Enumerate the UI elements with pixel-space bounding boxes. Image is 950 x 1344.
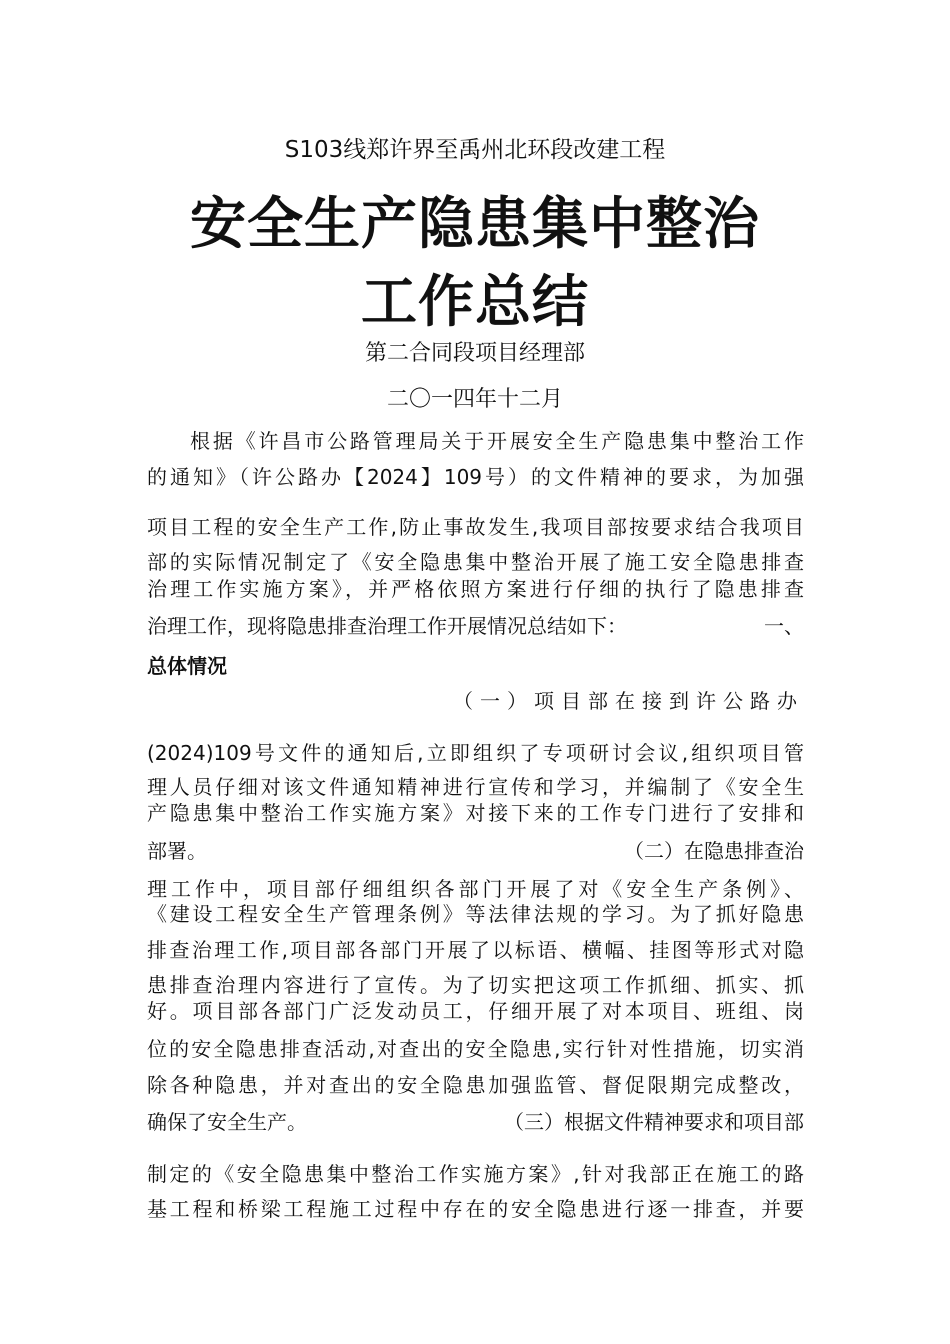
body-line: 根据《许昌市公路管理局关于开展安全生产隐患集中整治工作: [190, 429, 804, 453]
body-line: 除各种隐患，并对查出的安全隐患加强监管、督促限期完成整改，: [147, 1073, 804, 1097]
body-line: (2024)109号文件的通知后,立即组织了专项研讨会议,组织项目管: [147, 741, 804, 765]
section-number: 一、: [764, 614, 804, 638]
body-line: 的通知》（许公路办【2024】109号）的文件精神的要求，为加强: [147, 465, 804, 489]
document-date: 二〇一四年十二月: [386, 387, 563, 412]
body-line: 位的安全隐患排查活动,对查出的安全隐患,实行针对性措施，切实消: [147, 1037, 804, 1061]
body-line: 患排查治理内容进行了宣传。为了切实把这项工作抓细、抓实、抓: [147, 973, 804, 997]
project-name: S103线郑许界至禹州北环段改建工程: [284, 137, 666, 163]
body-line: （一）项目部在接到许公路办: [453, 689, 804, 713]
body-line: 《建设工程安全生产管理条例》等法律法规的学习。为了抓好隐患: [147, 902, 804, 926]
section-heading: 总体情况: [147, 654, 227, 678]
body-line: 治理工作，现将隐患排查治理工作开展情况总结如下：: [147, 614, 627, 638]
body-line: （二）在隐患排查治: [624, 839, 804, 863]
body-line: 理人员仔细对该文件通知精神进行宣传和学习，并编制了《安全生: [147, 775, 804, 799]
body-line: 基工程和桥梁工程施工过程中存在的安全隐患进行逐一排查，并要: [147, 1197, 804, 1221]
body-line: 排查治理工作,项目部各部门开展了以标语、横幅、挂图等形式对隐: [147, 938, 804, 962]
body-line: 项目工程的安全生产工作,防止事故发生,我项目部按要求结合我项目: [147, 515, 804, 539]
body-line: 理工作中，项目部仔细组织各部门开展了对《安全生产条例》、: [147, 877, 804, 901]
body-line: 制定的《安全隐患集中整治工作实施方案》,针对我部正在施工的路: [147, 1162, 804, 1186]
main-title-line-2: 工作总结: [361, 269, 589, 335]
body-line: 确保了安全生产。: [147, 1110, 307, 1134]
main-title-line-1: 安全生产隐患集中整治: [190, 191, 760, 257]
body-line: 部的实际情况制定了《安全隐患集中整治开展了施工安全隐患排查: [147, 550, 804, 574]
department: 第二合同段项目经理部: [364, 341, 585, 366]
body-line: 部署。: [147, 839, 207, 863]
body-line: 治理工作实施方案》，并严格依照方案进行仔细的执行了隐患排查: [147, 577, 804, 601]
body-line: 产隐患集中整治工作实施方案》对接下来的工作专门进行了安排和: [147, 801, 804, 825]
body-line: 好。项目部各部门广泛发动员工，仔细开展了对本项目、班组、岗: [147, 999, 804, 1023]
body-line: （三）根据文件精神要求和项目部: [504, 1110, 804, 1134]
